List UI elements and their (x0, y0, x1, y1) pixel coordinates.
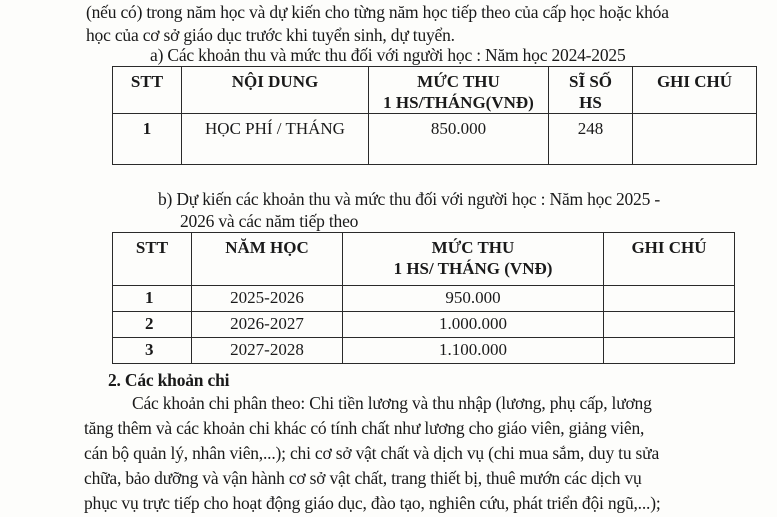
header-ghi-chu: GHI CHÚ (633, 67, 757, 114)
section-a-heading: a) Các khoản thu và mức thu đối với người học : Năm học 2024-2025 (150, 45, 626, 65)
section-b-heading-line-2: 2026 và các năm tiếp theo (180, 211, 359, 231)
header-nam-hoc: NĂM HỌC (192, 233, 343, 286)
table-row (113, 312, 735, 338)
intro-line-2: học của cơ sở giáo dục trước khi tuyển sinh, dự tuyển. (86, 25, 455, 45)
cell-stt: 1 (113, 114, 182, 165)
cell-muc-thu: 850.000 (369, 114, 549, 165)
cell-noi-dung: HỌC PHÍ / THÁNG (182, 114, 369, 165)
header-stt: STT (113, 233, 192, 286)
header-noi-dung: NỘI DUNG (182, 67, 369, 114)
section-2-heading: 2. Các khoản chi (108, 370, 230, 390)
cell-nam-hoc: 2025-2026 (192, 286, 343, 312)
table-header-row (113, 67, 757, 114)
header-stt: STT (113, 67, 182, 114)
cell-ghi-chu (604, 338, 735, 364)
table-header-row (113, 233, 735, 286)
table-row (113, 338, 735, 364)
section-2-para-line-4: chữa, bảo dưỡng và vận hành cơ sở vật chất, trang thiết bị, thuê mướn các dịch vụ (84, 468, 642, 488)
cell-ghi-chu (604, 312, 735, 338)
cell-nam-hoc: 2027-2028 (192, 338, 343, 364)
header-ghi-chu: GHI CHÚ (604, 233, 735, 286)
cell-stt: 2 (113, 312, 192, 338)
cell-muc-thu: 1.000.000 (343, 312, 604, 338)
cell-si-so: 248 (549, 114, 633, 165)
cell-ghi-chu (633, 114, 757, 165)
table-row (113, 286, 735, 312)
fee-table-2025-onward (112, 232, 735, 364)
section-2-para-line-5: phục vụ trực tiếp cho hoạt động giáo dục, đào tạo, nghiên cứu, phát triển đội ngũ,...); (84, 493, 661, 513)
fee-table-2024-2025 (112, 66, 757, 165)
cell-stt: 3 (113, 338, 192, 364)
table-row (113, 114, 757, 165)
section-2-para-line-2: tăng thêm và các khoản chi khác có tính chất như lương cho giáo viên, giảng viên, (84, 418, 645, 438)
cell-stt: 1 (113, 286, 192, 312)
cell-muc-thu: 1.100.000 (343, 338, 604, 364)
section-2-para-line-1: Các khoản chi phân theo: Chi tiền lương và thu nhập (lương, phụ cấp, lương (132, 393, 652, 413)
header-muc-thu: MỨC THU 1 HS/THÁNG(VNĐ) (369, 67, 549, 114)
cell-nam-hoc: 2026-2027 (192, 312, 343, 338)
section-2-para-line-3: cán bộ quản lý, nhân viên,...); chi cơ sở vật chất và dịch vụ (chi mua sắm, duy tu sửa (84, 443, 660, 463)
cell-ghi-chu (604, 286, 735, 312)
header-si-so: SĨ SỐ HS (549, 67, 633, 114)
header-muc-thu: MỨC THU 1 HS/ THÁNG (VNĐ) (343, 233, 604, 286)
section-b-heading-line-1: b) Dự kiến các khoản thu và mức thu đối với người học : Năm học 2025 - (158, 189, 660, 209)
cell-muc-thu: 950.000 (343, 286, 604, 312)
intro-line-1: (nếu có) trong năm học và dự kiến cho từng năm học tiếp theo của cấp học hoặc khóa (86, 2, 669, 22)
